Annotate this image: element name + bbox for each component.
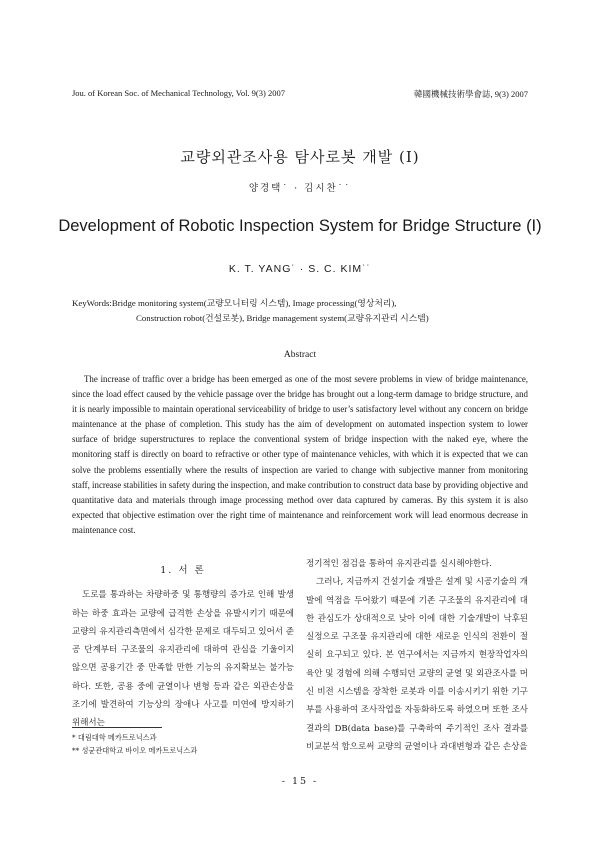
body-column-right xyxy=(306,555,528,756)
body-column-left xyxy=(72,562,294,733)
footnote-divider xyxy=(72,727,162,728)
introduction-paragraph-1-continued: 정기적인 점검을 통하여 유지관리를 실시해야한다. xyxy=(306,559,492,569)
authors-korean: 양경택˙ · 김시찬˙˙ xyxy=(248,183,352,194)
abstract-text: The increase of traffic over a bridge has been emerged as one of the most severe problems in view of bridge maintenance, since the load effect caused by the vehicle passage over the bridge has brought out a long-term damage to bridge structure, and it is nearly impossible to maintain operational serviceability of bridge to user’s satisfactory level without any concern on bridge maintenance at the phase of completion. This study has the aim of development on automated inspection system to lower surface of bridge superstructures to replace the conventional system of bridge inspection with the naked eye, where the monitoring staff is directly on board to refractive or other type of maintenance vehicles, with which it is expected that we can solve the problems essentially where the results of inspection are varied to change with subjective manner from monitoring staff, increase stabilities in safety during the inspection, and make contribution to construct data base by providing objective and quantitative data and materials through image processing method over data captured by cameras. By this system it is also expected that objective estimation over the right time of maintenance and reinforcement work will lead enormous decrease in maintenance cost. xyxy=(72,374,528,535)
section-heading-introduction: 1. 서 론 xyxy=(160,565,206,576)
paper-title-english: Development of Robotic Inspection System for Bridge Structure (I) xyxy=(58,217,542,235)
introduction-paragraph-1: 도로를 통과하는 차량하중 및 통행량의 증가로 인해 발생하는 하중 효과는 교량에 급격한 손상을 유발시키기 때문에 교량의 유지관리측면에서 심각한 문제로 대두되고 있어서 준공 단계부터 구조물의 유지관리에 대하여 관심을 기울이지 않으면 공용기간 중 만족할 만한 기능의 유지확보는 불가능하다. 또한, 공용 중에 균열이나 변형 등과 같은 외관손상을 조기에 발견하여 기능상의 장애나 사고를 미연에 방지하기 위해서는 xyxy=(72,590,294,729)
footnote-affiliation-1: * 대림대학 메카트로닉스과 xyxy=(72,733,157,742)
abstract-heading: Abstract xyxy=(283,350,317,360)
journal-citation-korean: 韓國機械技術學會誌, 9(3) 2007 xyxy=(413,89,528,99)
abstract-body xyxy=(72,372,528,538)
keywords-line-2: Construction robot(건설로봇), Bridge management system(교량유지관리 시스템) xyxy=(136,313,429,323)
introduction-paragraph-2: 그러나, 지금까지 건설기술 개발은 설계 및 시공기술의 개발에 역점을 두어왔기 때문에 기존 구조물의 유지관리에 대한 관심도가 상대적으로 낮아 이에 대한 기술개발이 낙후된 실정으로 구조물 유지관리에 대한 새로운 인식의 전환이 절실히 요구되고 있다. 본 연구에서는 지금까지 현장작업자의 육안 및 경험에 의해 수행되던 교량의 균열 및 외관조사를 머신 비전 시스템을 장착한 로봇과 이를 이송시키기 위한 기구부를 사용하여 조사작업을 자동화하도록 하였으며 또한 조사결과의 DB(data base)를 구축하여 주기적인 조사 결과를 비교분석 함으로써 교량의 균열이나 과대변형과 같은 손상을 xyxy=(306,577,528,752)
page-number: - 15 - xyxy=(281,776,319,787)
keywords-line-1: KeyWords:Bridge monitoring system(교량모니터링 시스템), Image processing(영상처리), xyxy=(72,298,397,308)
authors-english: K. T. YANG˙ · S. C. KIM˙˙ xyxy=(228,263,372,275)
journal-citation-english: Jou. of Korean Soc. of Mechanical Technology, Vol. 9(3) 2007 xyxy=(72,88,285,98)
paper-title-korean: 교량외관조사용 탐사로봇 개발 (I) xyxy=(180,148,420,166)
footnote-affiliation-2: ** 성균관대학교 바이오 메카트로닉스과 xyxy=(72,746,198,755)
footnotes xyxy=(72,731,294,757)
keywords xyxy=(72,296,532,326)
